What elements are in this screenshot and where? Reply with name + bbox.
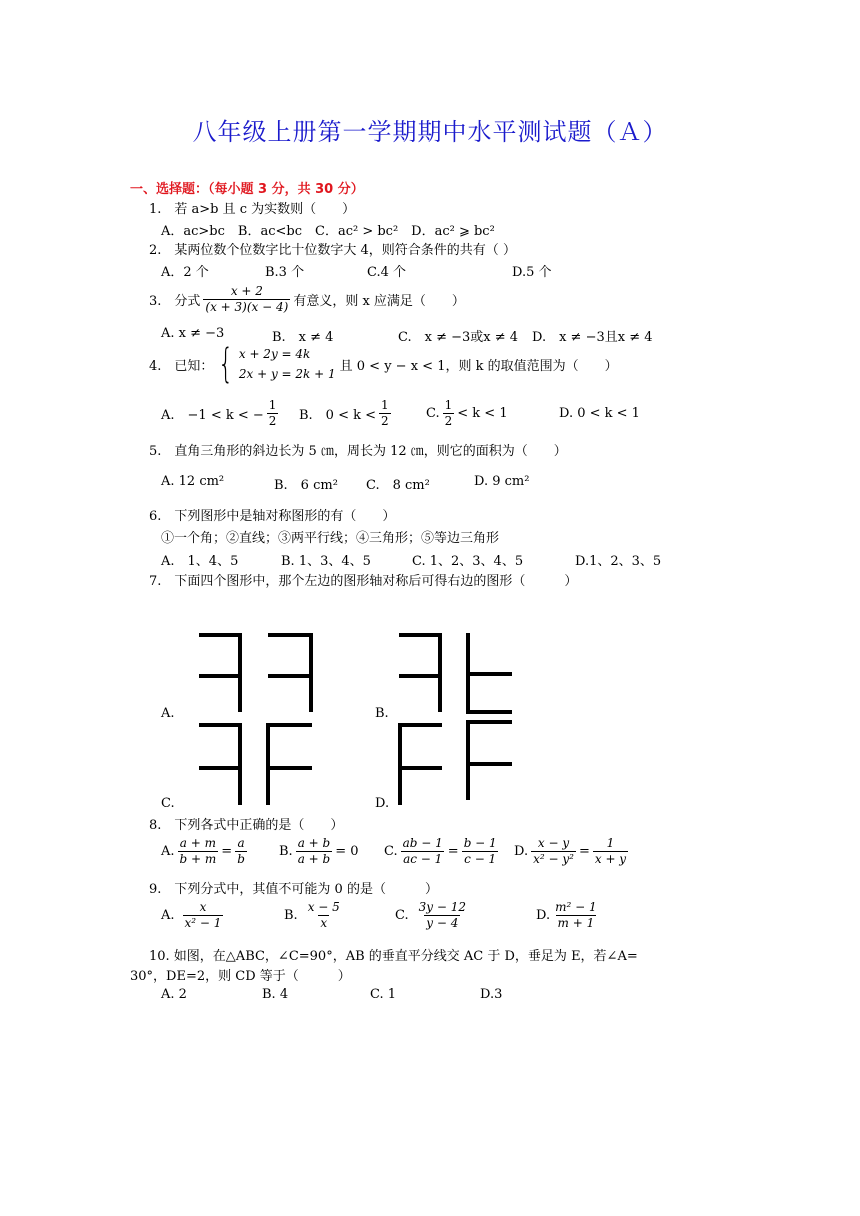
q8-b-num: a + b <box>297 836 331 850</box>
q4-b-num: 1 <box>381 398 389 412</box>
q9-c-label: C. <box>395 908 409 923</box>
q8-d-den2: x + y <box>594 852 627 866</box>
question-6-list: ①一个角；②直线；③两平行线；④三角形；⑤等边三角形 <box>161 531 500 546</box>
q9-b-label: B. <box>284 908 298 923</box>
q8-a-den1: b + m <box>179 852 217 866</box>
question-10-line-2: 30°，DE=2，则 CD 等于（ ） <box>130 969 351 984</box>
q9-a-num: x <box>199 900 207 914</box>
question-9-stem: 9. 下列分式中，其值不可能为 0 的是（ ） <box>149 882 438 897</box>
q5-option-b[interactable]: B. 6 cm² <box>274 478 338 493</box>
q4-b-den: 2 <box>381 414 389 428</box>
question-4-stem <box>149 341 618 387</box>
q8-d-label: D. <box>514 844 529 859</box>
q9-option-d[interactable] <box>536 900 602 931</box>
question-2-stem: 2. 某两位数个位数字比十位数字大 4，则符合条件的共有（ ） <box>149 243 516 258</box>
q4-option-d[interactable]: D. 0 < k < 1 <box>559 406 640 421</box>
question-1-stem: 1. 若 a>b 且 c 为实数则（ ） <box>149 202 356 217</box>
question-8-stem: 8. 下列各式中正确的是（ ） <box>149 818 344 833</box>
section-heading: 一、选择题：（每小题 3 分，共 30 分） <box>130 182 364 197</box>
q8-d-num2: 1 <box>606 836 615 850</box>
q8-b-label: B. <box>279 844 293 859</box>
q5-option-a[interactable]: A. 12 cm² <box>161 474 225 489</box>
q9-c-den: y − 4 <box>426 916 459 930</box>
q7-option-b[interactable]: B. <box>375 706 389 721</box>
q4-option-b[interactable] <box>299 398 394 429</box>
q10-option-d[interactable]: D.3 <box>480 987 503 1002</box>
q9-c-num: 3y − 12 <box>418 900 466 914</box>
page-title: 八年级上册第一学期期中水平测试题（Ａ） <box>192 118 668 146</box>
q5-option-c[interactable]: C. 8 cm² <box>366 478 430 493</box>
q9-option-a[interactable] <box>161 900 226 931</box>
q9-b-num: x − 5 <box>307 900 340 914</box>
question-3-stem <box>149 284 465 315</box>
q10-option-b[interactable]: B. 4 <box>262 987 289 1002</box>
q8-option-b[interactable] <box>279 836 359 867</box>
q4-equation-1: x + 2y = 4k <box>238 347 311 361</box>
q2-option-d[interactable]: D.5 个 <box>512 265 552 280</box>
q9-b-den: x <box>320 916 328 930</box>
q10-option-a[interactable]: A. 2 <box>161 987 187 1002</box>
q8-a-num2: a <box>237 836 245 850</box>
q4-a-text: A. −1 < k < − <box>161 408 264 423</box>
q4-equation-2: 2x + y = 2k + 1 <box>238 367 336 381</box>
q7-figure-d <box>396 718 522 812</box>
q4-b-text: B. 0 < k < <box>299 408 377 423</box>
q4-c-den: 2 <box>444 414 453 428</box>
q3-option-b[interactable]: B. x ≠ 4 <box>272 330 334 345</box>
brace-icon: { <box>218 341 234 387</box>
q2-option-b[interactable]: B.3 个 <box>265 265 305 280</box>
q3-option-d[interactable]: D. x ≠ −3且x ≠ 4 <box>532 330 653 345</box>
q4-suffix: 且 0 < y − x < 1，则 k 的取值范围为（ ） <box>339 358 618 374</box>
q4-prefix: 4. 已知： <box>149 358 214 374</box>
q9-a-den: x² − 1 <box>184 916 222 930</box>
q6-option-b[interactable]: B. 1、3、4、5 <box>281 554 371 569</box>
q4-equation-system <box>213 341 336 387</box>
q8-a-den2: b <box>237 852 245 866</box>
q4-c-post: < k < 1 <box>457 406 508 421</box>
question-1-options: A．ac>bc B．ac<bc C．ac² > bc² D．ac² ⩾ bc² <box>161 224 495 239</box>
question-5-stem: 5. 直角三角形的斜边长为 5 ㎝，周长为 12 ㎝，则它的面积为（ ） <box>149 444 567 459</box>
q3-fraction <box>203 284 290 315</box>
q8-d-den1: x² − y² <box>533 852 574 866</box>
q3-option-a[interactable]: A. x ≠ −3 <box>161 326 225 341</box>
q8-c-den2: c − 1 <box>464 852 497 866</box>
q9-d-label: D. <box>536 908 551 923</box>
q3-suffix: 有意义，则 x 应满足（ ） <box>293 294 465 309</box>
q4-c-num: 1 <box>444 398 453 412</box>
q6-option-a[interactable]: A. 1、4、5 <box>161 554 239 569</box>
q4-c-text: C. <box>426 406 440 421</box>
q6-option-d[interactable]: D.1、2、3、5 <box>575 554 662 569</box>
q7-figure-b <box>396 630 522 719</box>
q8-b-eq: = 0 <box>335 844 359 859</box>
q8-c-num1: ab − 1 <box>402 836 443 850</box>
q2-option-c[interactable]: C.4 个 <box>367 265 407 280</box>
q7-option-d[interactable]: D. <box>375 796 390 811</box>
q8-option-c[interactable]: C. $\frac{ab - 1}{ac - 1}$ = $\frac{b - 1}{c - 1}$ <box>384 836 497 866</box>
q3-prefix: 3. 分式 <box>149 294 201 309</box>
q8-c-label: C. <box>384 844 398 859</box>
q10-option-c[interactable]: C. 1 <box>370 987 397 1002</box>
q8-a-num1: a + m <box>179 836 217 850</box>
q7-option-c[interactable]: C. <box>161 796 175 811</box>
question-6-stem: 6. 下列图形中是轴对称图形的有（ ） <box>149 509 396 524</box>
question-7-stem: 7. 下面四个图形中，那个左边的图形轴对称后可得右边的图形（ ） <box>149 574 578 589</box>
q8-option-d[interactable]: D. $\frac{x - y}{\text{x² − y²}}$ = $\frac{1}{x + y}$ <box>514 836 627 866</box>
q3-option-c[interactable]: C. x ≠ −3或x ≠ 4 <box>398 330 519 345</box>
q8-c-num2: b − 1 <box>463 836 497 850</box>
q2-option-a[interactable]: A．2 个 <box>161 265 209 280</box>
q7-figure-c <box>196 718 322 812</box>
q8-a-label: A. <box>161 844 175 859</box>
q3-numerator: x + 2 <box>230 284 263 298</box>
q7-option-a[interactable]: A. <box>161 706 175 721</box>
q8-option-a[interactable]: A. $\frac{a + m}{b + m}$ = $\frac{a}{b}$ <box>161 836 245 866</box>
q4-a-den: 2 <box>268 414 277 428</box>
q4-option-a[interactable] <box>161 398 281 429</box>
q8-b-den: a + b <box>297 852 331 866</box>
q7-figure-a <box>196 630 322 719</box>
q9-d-den: m + 1 <box>557 916 595 930</box>
q8-d-num1: x − y <box>537 836 570 850</box>
q4-a-num: 1 <box>268 398 277 412</box>
q4-option-c[interactable] <box>426 398 508 429</box>
q5-option-d[interactable]: D. 9 cm² <box>474 474 530 489</box>
q9-d-num: m² − 1 <box>555 900 597 914</box>
q6-option-c[interactable]: C. 1、2、3、4、5 <box>412 554 524 569</box>
q3-denominator: (x + 3)(x − 4) <box>205 300 289 314</box>
q8-c-den1: ac − 1 <box>403 852 443 866</box>
q9-a-label: A. <box>161 908 175 923</box>
q9-option-c[interactable] <box>395 900 471 931</box>
question-10-line-1: 10. 如图，在△ABC，∠C=90°，AB 的垂直平分线交 AC 于 D，垂足为 E，若∠A= <box>149 949 638 964</box>
q9-option-b[interactable] <box>284 900 345 931</box>
